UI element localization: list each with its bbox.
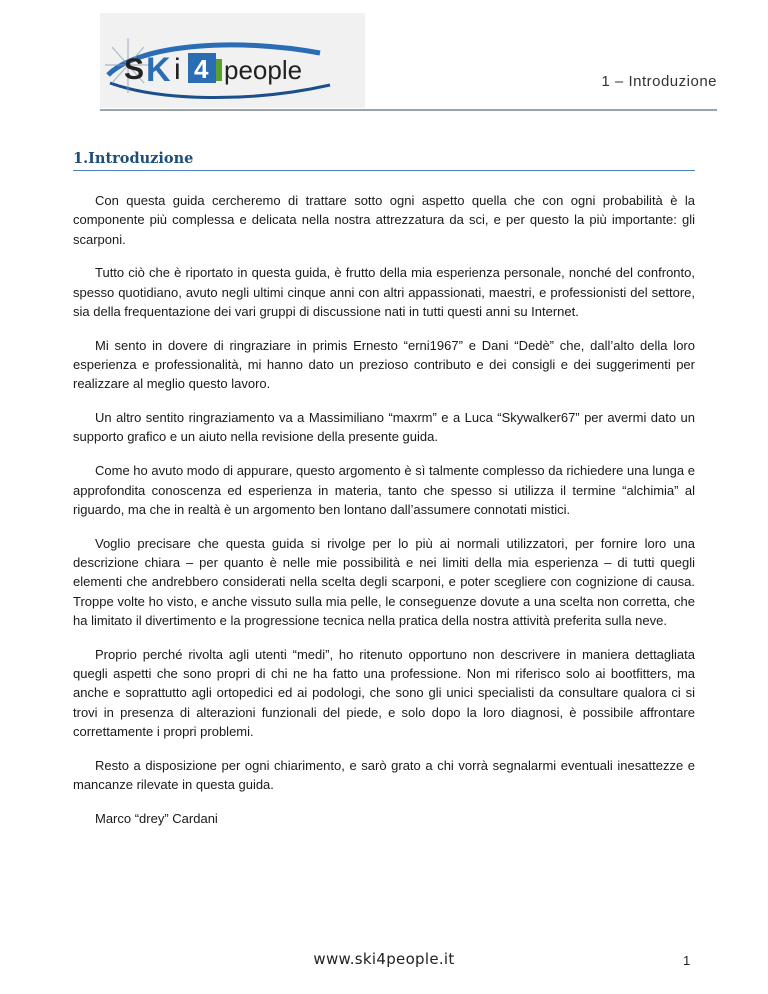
paragraph: Mi sento in dovere di ringraziare in primis Ernesto “erni1967” e Dani “Dedè” che, dall’alto della loro esperienza e professionalità, mi hanno dato un prezioso contributo e dei consigli e dei suggerimenti per realizzare al meglio questo lavoro. — [73, 337, 695, 392]
chapter-label: 1 – Introduzione — [601, 73, 717, 90]
header-divider — [100, 109, 717, 111]
signature: Marco “drey” Cardani — [95, 810, 218, 826]
page-number: 1 — [683, 953, 691, 968]
paragraph: Un altro sentito ringraziamento va a Massimiliano “maxrm” e a Luca “Skywalker67” per avermi dato un supporto grafico e un aiuto nella revisione della presente guida. — [73, 410, 695, 445]
paragraph: Resto a disposizione per ogni chiarimento, e sarò grato a chi vorrà segnalarmi eventuali inesattezze e mancanze rilevate in questa guida. — [73, 757, 695, 792]
svg-text:K: K — [146, 51, 171, 89]
svg-text:4: 4 — [194, 54, 209, 84]
ski4people-logo-graphic — [100, 13, 365, 108]
document-body — [73, 191, 695, 843]
svg-text:people: people — [224, 55, 303, 85]
footer-url: www.ski4people.it — [313, 950, 455, 968]
page-header — [100, 13, 717, 113]
paragraph: Tutto ciò che è riportato in questa guida, è frutto della mia esperienza personale, nonché del confronto, spesso quotidiano, avuto negli ultimi cinque anni con altri appassionati, maestri, e professionisti del settore, sia della frequentazione dei vari gruppi di discussione nati in tutti questi anni su Internet. — [73, 265, 695, 319]
paragraph: Con questa guida cercheremo di trattare sotto ogni aspetto quella che con ogni probabilità è la componente più complessa e delicata nella nostra attrezzatura da sci, e per questo la più importante: gli scarponi. — [73, 193, 695, 247]
paragraph: Proprio perché rivolta agli utenti “medi”, ho ritenuto opportuno non descrivere in maniera dettagliata quegli aspetti che sono propri di chi ne ha fatto una professione. Non mi riferisco solo ai bootfitters, ma anche e soprattutto agli ortopedici ed ai podologi, che sono gli unici specialisti da consultare qualora ci si trovi in presenza di alterazioni funzionali del piede, e solo dopo la loro diagnosi, è possibile affrontare correttamente i propri problemi. — [73, 646, 695, 739]
svg-text:S: S — [124, 53, 145, 86]
paragraph: Voglio precisare che questa guida si rivolge per lo più ai normali utilizzatori, per fornire loro una descrizione chiara – per quanto è nelle mie possibilità e nei limiti della mia esperienza – di tutti quegli elementi che andrebbero considerati nella scelta degli scarponi, e poter scegliere con cognizione di causa. Troppe volte ho visto, e anche vissuto sulla mia pelle, le conseguenze dovute a una scelta non corretta, che ha limitato il divertimento e la progressione tecnica nella pratica della nostra attività preferita sulla neve. — [73, 535, 695, 628]
svg-text:i: i — [174, 53, 181, 86]
ski4people-logo — [100, 13, 365, 108]
paragraph: Come ho avuto modo di appurare, questo argomento è sì talmente complesso da richiedere una lunga e approfondita conoscenza ed esperienza in materia, tanto che spesso si utilizza il termine “alchimia” al riguardo, ma che in realtà è un argomento ben lontano dall’assumere connotati mistici. — [73, 463, 695, 517]
section-heading: 1.Introduzione — [73, 150, 695, 171]
